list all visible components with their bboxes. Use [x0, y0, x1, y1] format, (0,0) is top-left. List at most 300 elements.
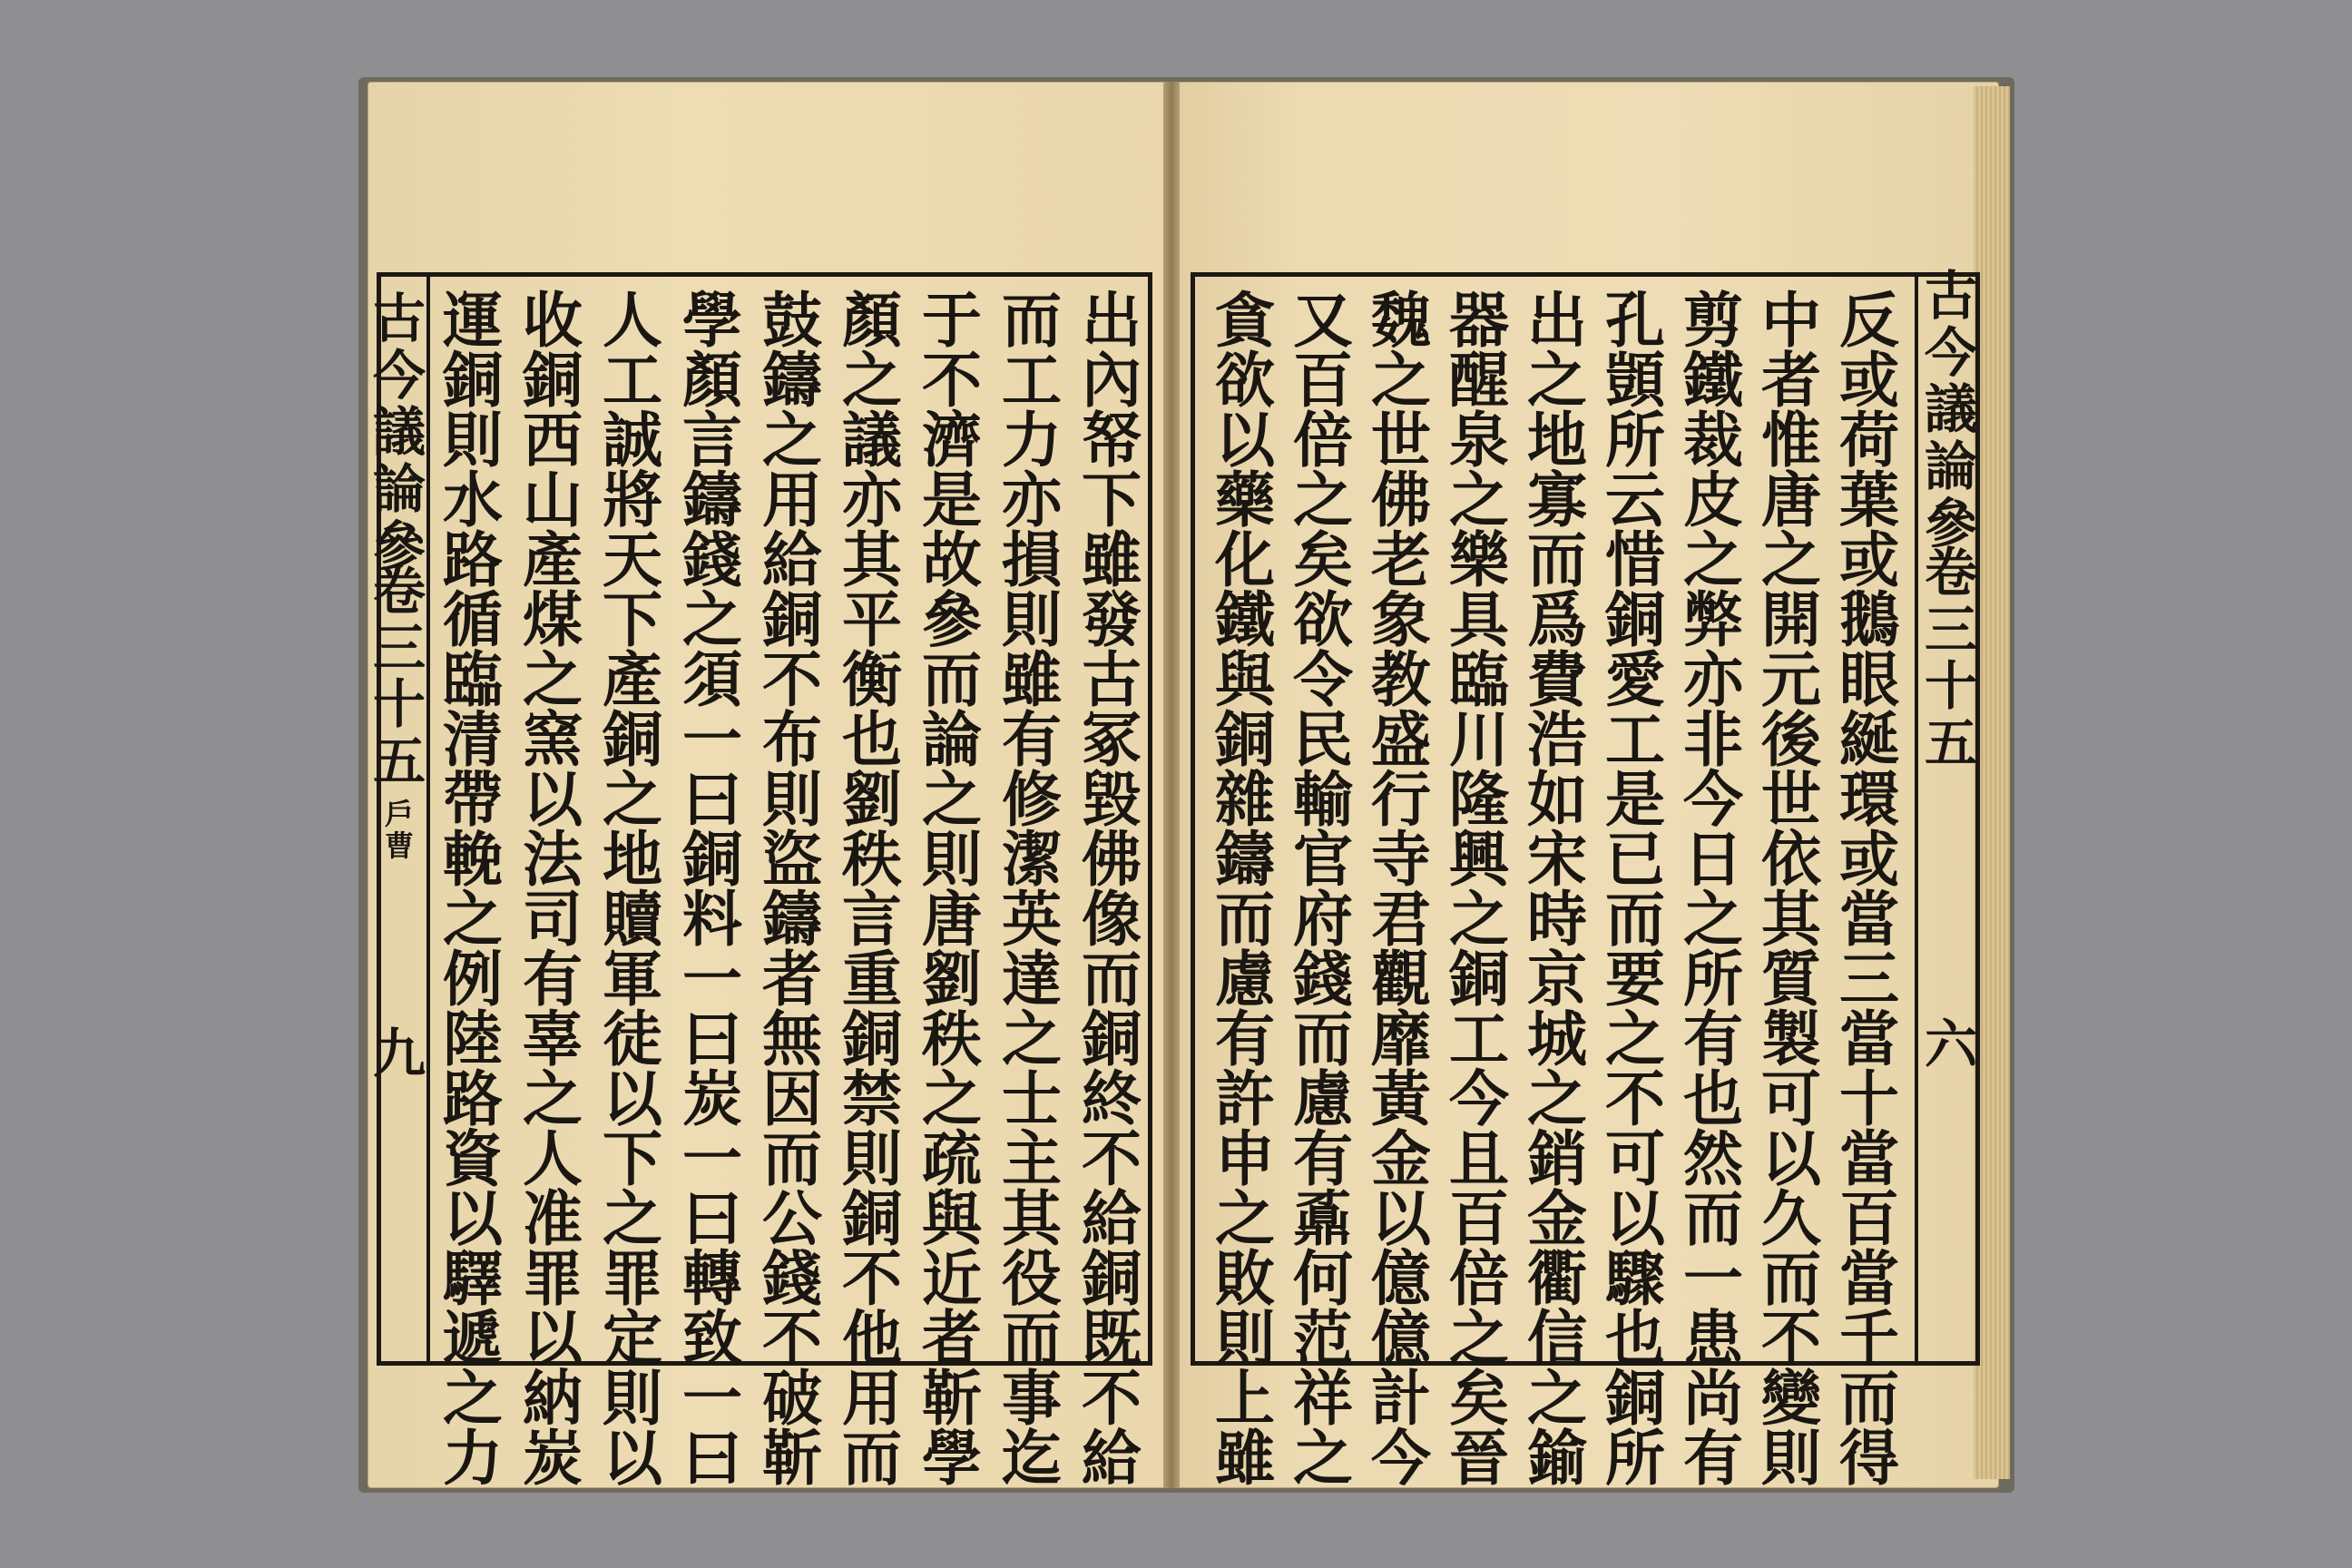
glyph: 鑄 — [1215, 824, 1275, 895]
glyph: 皮 — [1683, 465, 1743, 535]
glyph: 則 — [922, 824, 982, 895]
glyph: 參 — [372, 514, 426, 577]
glyph: 西 — [523, 405, 583, 475]
glyph: 泉 — [1449, 405, 1509, 475]
text-column — [1677, 285, 1749, 1494]
glyph: 力 — [443, 1423, 503, 1494]
glyph: 鑄 — [762, 345, 822, 416]
glyph: 不 — [1082, 1123, 1142, 1194]
glyph: 所 — [1605, 1423, 1665, 1494]
glyph: 則 — [603, 1363, 662, 1434]
glyph: 學 — [922, 1423, 982, 1494]
glyph: 人 — [523, 1123, 583, 1194]
glyph: 銅 — [842, 1004, 902, 1074]
text-column — [436, 285, 509, 1494]
glyph: 銷 — [1527, 1123, 1587, 1194]
glyph: 民 — [1293, 704, 1353, 775]
glyph: 也 — [842, 704, 902, 775]
glyph: 金 — [1527, 1183, 1587, 1254]
glyph: 五 — [1924, 711, 1977, 774]
text-column — [1209, 285, 1281, 1494]
glyph: 有 — [1293, 1123, 1353, 1194]
glyph: 地 — [603, 824, 662, 895]
glyph: 時 — [1527, 884, 1587, 955]
glyph: 鑄 — [762, 884, 822, 955]
glyph: 亦 — [1683, 644, 1743, 715]
glyph: 終 — [1082, 1063, 1142, 1134]
glyph: 潔 — [1002, 824, 1062, 895]
glyph: 變 — [1761, 1363, 1821, 1434]
glyph: 而 — [1293, 1004, 1353, 1074]
glyph: 帑 — [1082, 405, 1142, 475]
glyph: 之 — [603, 764, 662, 835]
glyph: 不 — [1082, 1363, 1142, 1434]
glyph: 銅 — [1082, 1004, 1142, 1074]
glyph: 清 — [443, 704, 503, 775]
glyph: 患 — [1683, 1303, 1743, 1374]
glyph: 後 — [1761, 704, 1821, 775]
text-column — [676, 285, 749, 1494]
glyph: 唐 — [922, 884, 982, 955]
glyph: 教 — [1371, 644, 1431, 715]
glyph: 則 — [1002, 584, 1062, 655]
glyph: 唐 — [1761, 465, 1821, 535]
glyph: 之 — [922, 1063, 982, 1134]
glyph: 產 — [603, 644, 662, 715]
glyph: 當 — [1839, 1123, 1899, 1194]
glyph: 之 — [1527, 345, 1587, 416]
glyph: 須 — [682, 644, 742, 715]
glyph: 具 — [1449, 584, 1509, 655]
glyph: 當 — [1839, 884, 1899, 955]
glyph: 以 — [1605, 1183, 1665, 1254]
glyph: 其 — [1761, 884, 1821, 955]
glyph: 論 — [372, 457, 426, 520]
glyph: 之 — [682, 584, 742, 655]
glyph: 君 — [1371, 884, 1431, 955]
glyph: 議 — [842, 405, 902, 475]
glyph: 之 — [842, 345, 902, 416]
glyph: 出 — [1527, 285, 1587, 356]
glyph: 或 — [1839, 824, 1899, 895]
glyph: 給 — [1082, 1423, 1142, 1494]
glyph: 于 — [922, 285, 982, 356]
glyph: 法 — [523, 824, 583, 895]
glyph: 銅 — [443, 345, 503, 416]
glyph: 天 — [603, 524, 662, 595]
glyph: 銅 — [1082, 1243, 1142, 1314]
glyph: 是 — [922, 465, 982, 535]
glyph: 以 — [523, 764, 583, 835]
glyph: 工 — [1605, 704, 1665, 775]
glyph: 元 — [1761, 644, 1821, 715]
glyph: 之 — [603, 1183, 662, 1254]
glyph: 炭 — [523, 1423, 583, 1494]
glyph: 古 — [1924, 265, 1977, 327]
glyph: 故 — [922, 524, 982, 595]
glyph: 日 — [1683, 824, 1743, 895]
glyph: 非 — [1683, 704, 1743, 775]
text-column — [1599, 285, 1671, 1494]
glyph: 之 — [1293, 465, 1353, 535]
glyph: 或 — [1839, 345, 1899, 416]
glyph: 則 — [1215, 1303, 1275, 1374]
glyph: 老 — [1371, 524, 1431, 595]
glyph: 不 — [762, 1303, 822, 1374]
glyph: 有 — [1215, 1004, 1275, 1074]
glyph: 而 — [1082, 944, 1142, 1014]
glyph: 之 — [1371, 345, 1431, 416]
glyph: 申 — [1215, 1123, 1275, 1194]
glyph: 不 — [1761, 1303, 1821, 1374]
glyph: 今 — [1371, 1423, 1431, 1494]
glyph: 也 — [1605, 1303, 1665, 1374]
glyph: 銅 — [1215, 704, 1275, 775]
glyph: 之 — [1761, 524, 1821, 595]
glyph: 十 — [1924, 655, 1977, 718]
glyph: 觀 — [1371, 944, 1431, 1014]
glyph: 損 — [1002, 524, 1062, 595]
glyph: 事 — [1002, 1363, 1062, 1434]
glyph: 議 — [1924, 378, 1977, 441]
glyph: 禁 — [842, 1063, 902, 1134]
glyph: 是 — [1605, 764, 1665, 835]
glyph: 矣 — [1293, 524, 1353, 595]
glyph: 者 — [762, 944, 822, 1014]
glyph: 議 — [372, 401, 426, 464]
glyph: 祥 — [1293, 1363, 1353, 1434]
glyph: 之 — [1002, 1004, 1062, 1074]
glyph: 銅 — [603, 704, 662, 775]
glyph: 世 — [1761, 764, 1821, 835]
glyph: 弊 — [1683, 584, 1743, 655]
glyph: 而 — [1002, 1303, 1062, 1374]
glyph: 之 — [1449, 465, 1509, 535]
glyph: 十 — [372, 673, 426, 736]
glyph: 臨 — [443, 644, 503, 715]
glyph: 矣 — [1449, 1363, 1509, 1434]
glyph: 今 — [1449, 1063, 1509, 1134]
glyph: 役 — [1002, 1243, 1062, 1314]
glyph: 所 — [1683, 944, 1743, 1014]
glyph: 可 — [1605, 1123, 1665, 1194]
glyph: 軍 — [603, 944, 662, 1014]
text-column — [995, 285, 1068, 1494]
glyph: 而 — [762, 1123, 822, 1194]
glyph: 京 — [1527, 944, 1587, 1014]
glyph: 敗 — [1215, 1243, 1275, 1314]
text-column — [916, 285, 988, 1494]
glyph: 輸 — [1293, 764, 1353, 835]
glyph: 億 — [1371, 1303, 1431, 1374]
glyph: 鍮 — [1527, 1423, 1587, 1494]
glyph: 納 — [523, 1363, 583, 1434]
glyph: 范 — [1293, 1303, 1353, 1374]
glyph: 當 — [1839, 1004, 1899, 1074]
glyph: 宋 — [1527, 824, 1587, 895]
glyph: 言 — [842, 884, 902, 955]
glyph: 云 — [1605, 465, 1665, 535]
text-column — [1443, 285, 1515, 1494]
glyph: 循 — [443, 584, 503, 655]
glyph: 興 — [1449, 824, 1509, 895]
glyph: 城 — [1527, 1004, 1587, 1074]
left-margin-folio — [368, 1025, 431, 1083]
glyph: 慮 — [1215, 944, 1275, 1014]
glyph: 料 — [682, 884, 742, 955]
glyph: 五 — [372, 730, 426, 792]
glyph: 以 — [1371, 1183, 1431, 1254]
glyph: 象 — [1371, 584, 1431, 655]
glyph: 也 — [1683, 1063, 1743, 1134]
glyph: 慮 — [1293, 1063, 1353, 1134]
glyph: 得 — [1839, 1423, 1899, 1494]
glyph: 之 — [762, 405, 822, 475]
glyph: 用 — [842, 1363, 902, 1434]
glyph: 遞 — [443, 1303, 503, 1374]
glyph: 貪 — [1215, 285, 1275, 356]
glyph: 之 — [1683, 884, 1743, 955]
glyph: 濟 — [922, 405, 982, 475]
glyph: 藥 — [1215, 465, 1275, 535]
glyph: 晉 — [1449, 1423, 1509, 1494]
glyph: 又 — [1293, 285, 1353, 356]
glyph: 卷 — [372, 560, 426, 622]
glyph: 之 — [1527, 1063, 1587, 1134]
glyph: 顏 — [682, 345, 742, 416]
glyph: 何 — [1293, 1243, 1353, 1314]
glyph: 寡 — [1527, 465, 1587, 535]
glyph: 輓 — [443, 824, 503, 895]
glyph: 銅 — [842, 1183, 902, 1254]
glyph: 一 — [1683, 1243, 1743, 1314]
glyph: 依 — [1761, 824, 1821, 895]
glyph: 錢 — [682, 524, 742, 595]
glyph: 達 — [1002, 944, 1062, 1014]
glyph: 川 — [1449, 704, 1509, 775]
glyph: 孔 — [1605, 285, 1665, 356]
glyph: 中 — [1761, 285, 1821, 356]
glyph: 亦 — [842, 465, 902, 535]
glyph: 冢 — [1082, 704, 1142, 775]
glyph: 運 — [443, 285, 503, 356]
glyph: 不 — [762, 644, 822, 715]
glyph: 百 — [1839, 1183, 1899, 1254]
glyph: 今 — [1924, 321, 1977, 384]
glyph: 定 — [603, 1303, 662, 1374]
glyph: 曰 — [682, 1423, 742, 1494]
glyph: 愛 — [1605, 644, 1665, 715]
glyph: 之 — [523, 1063, 583, 1134]
glyph: 有 — [523, 944, 583, 1014]
glyph: 論 — [922, 704, 982, 775]
glyph: 行 — [1371, 764, 1431, 835]
glyph: 製 — [1761, 1004, 1821, 1074]
glyph: 古 — [372, 288, 426, 349]
glyph: 鼓 — [762, 285, 822, 356]
glyph: 工 — [1002, 345, 1062, 416]
text-column — [756, 285, 828, 1494]
glyph: 用 — [762, 465, 822, 535]
glyph: 世 — [1371, 405, 1431, 475]
glyph: 曰 — [682, 764, 742, 835]
glyph: 開 — [1761, 584, 1821, 655]
glyph: 給 — [762, 524, 822, 595]
glyph: 古 — [1082, 644, 1142, 715]
glyph: 山 — [523, 465, 583, 535]
glyph: 金 — [1371, 1123, 1431, 1194]
glyph: 盜 — [762, 824, 822, 895]
glyph: 他 — [842, 1303, 902, 1374]
glyph: 曰 — [682, 1183, 742, 1254]
glyph: 驛 — [443, 1243, 503, 1314]
right-margin-title — [1919, 265, 1983, 554]
glyph: 近 — [922, 1243, 982, 1314]
glyph: 可 — [1761, 1063, 1821, 1134]
glyph: 雖 — [1215, 1423, 1275, 1494]
glyph: 而 — [1683, 1183, 1743, 1254]
glyph: 荷 — [1839, 405, 1899, 475]
glyph: 因 — [762, 1063, 822, 1134]
glyph: 剪 — [1683, 285, 1743, 356]
glyph: 下 — [1082, 465, 1142, 535]
glyph: 言 — [682, 405, 742, 475]
glyph: 三 — [1924, 598, 1977, 661]
glyph: 之 — [922, 764, 982, 835]
glyph: 像 — [1082, 884, 1142, 955]
glyph: 隆 — [1449, 764, 1509, 835]
glyph: 欲 — [1215, 345, 1275, 416]
glyph: 則 — [762, 764, 822, 835]
glyph: 地 — [1527, 405, 1587, 475]
glyph: 力 — [1002, 405, 1062, 475]
right-margin-rule — [1915, 272, 1918, 1366]
glyph: 秩 — [922, 1004, 982, 1074]
glyph: 靡 — [1371, 1004, 1431, 1074]
glyph: 亦 — [1002, 465, 1062, 535]
glyph: 則 — [842, 1123, 902, 1194]
glyph: 將 — [603, 465, 662, 535]
glyph: 九 — [372, 1023, 426, 1084]
glyph: 者 — [1761, 345, 1821, 416]
glyph: 器 — [1449, 285, 1509, 356]
glyph: 路 — [443, 1063, 503, 1134]
glyph: 今 — [372, 344, 426, 407]
glyph: 下 — [603, 1123, 662, 1194]
glyph: 惟 — [1761, 405, 1821, 475]
glyph: 六 — [1924, 1014, 1977, 1075]
glyph: 倍 — [1449, 1243, 1509, 1314]
glyph: 贖 — [603, 884, 662, 955]
glyph: 以 — [1761, 1123, 1821, 1194]
glyph: 銅 — [1449, 944, 1509, 1014]
glyph: 與 — [1215, 644, 1275, 715]
glyph: 億 — [1371, 1243, 1431, 1314]
glyph: 已 — [1605, 824, 1665, 895]
glyph: 裁 — [1683, 405, 1743, 475]
glyph: 鐵 — [1215, 584, 1275, 655]
glyph: 內 — [1082, 345, 1142, 416]
glyph: 出 — [1082, 285, 1142, 356]
glyph: 轉 — [682, 1243, 742, 1314]
glyph: 之 — [1215, 1183, 1275, 1254]
glyph: 且 — [1449, 1123, 1509, 1194]
text-column — [836, 285, 908, 1494]
glyph: 英 — [1002, 884, 1062, 955]
glyph: 之 — [1683, 524, 1743, 595]
glyph: 誠 — [603, 405, 662, 475]
glyph: 然 — [1683, 1123, 1743, 1194]
glyph: 主 — [1002, 1123, 1062, 1194]
glyph: 銅 — [523, 345, 583, 416]
glyph: 辜 — [523, 1004, 583, 1074]
glyph: 尚 — [1683, 1363, 1743, 1434]
glyph: 千 — [1839, 1303, 1899, 1374]
left-margin-title — [368, 288, 431, 577]
glyph: 府 — [1293, 884, 1353, 955]
glyph: 十 — [1839, 1063, 1899, 1134]
glyph: 不 — [842, 1243, 902, 1314]
glyph: 參 — [1924, 492, 1977, 554]
glyph: 靳 — [762, 1423, 822, 1494]
glyph: 顏 — [842, 285, 902, 356]
right-margin-folio — [1919, 1016, 1983, 1073]
glyph: 發 — [1082, 584, 1142, 655]
glyph: 而 — [922, 644, 982, 715]
glyph: 雖 — [1082, 524, 1142, 595]
glyph: 無 — [762, 1004, 822, 1074]
glyph: 欲 — [1293, 584, 1353, 655]
glyph: 既 — [1082, 1303, 1142, 1374]
glyph: 計 — [1371, 1363, 1431, 1434]
glyph: 惜 — [1605, 524, 1665, 595]
left-margin-volume — [368, 560, 431, 792]
glyph: 論 — [1924, 435, 1977, 497]
glyph: 令 — [1293, 644, 1353, 715]
glyph: 罪 — [523, 1243, 583, 1314]
glyph: 給 — [1082, 1183, 1142, 1254]
glyph: 迄 — [1002, 1423, 1062, 1494]
glyph: 不 — [1605, 1063, 1665, 1134]
glyph: 有 — [1683, 1423, 1743, 1494]
glyph: 錢 — [1293, 944, 1353, 1014]
glyph: 之 — [1293, 1423, 1353, 1494]
glyph: 戶 — [384, 797, 414, 831]
text-column — [1521, 285, 1593, 1494]
glyph: 浩 — [1527, 704, 1587, 775]
glyph: 劉 — [922, 944, 982, 1014]
glyph: 許 — [1215, 1063, 1275, 1134]
glyph: 三 — [1839, 944, 1899, 1014]
glyph: 則 — [1761, 1423, 1821, 1494]
glyph: 魏 — [1371, 285, 1431, 356]
glyph: 化 — [1215, 524, 1275, 595]
glyph: 百 — [1449, 1183, 1509, 1254]
glyph: 樂 — [1449, 524, 1509, 595]
glyph: 官 — [1293, 824, 1353, 895]
glyph: 銅 — [1605, 584, 1665, 655]
glyph: 綖 — [1839, 704, 1899, 775]
glyph: 疏 — [922, 1123, 982, 1194]
glyph: 或 — [1839, 524, 1899, 595]
glyph: 醒 — [1449, 345, 1509, 416]
glyph: 所 — [1605, 405, 1665, 475]
glyph: 學 — [682, 285, 742, 356]
glyph: 一 — [682, 1363, 742, 1434]
glyph: 卷 — [1924, 542, 1977, 603]
glyph: 產 — [523, 524, 583, 595]
glyph: 要 — [1605, 944, 1665, 1014]
